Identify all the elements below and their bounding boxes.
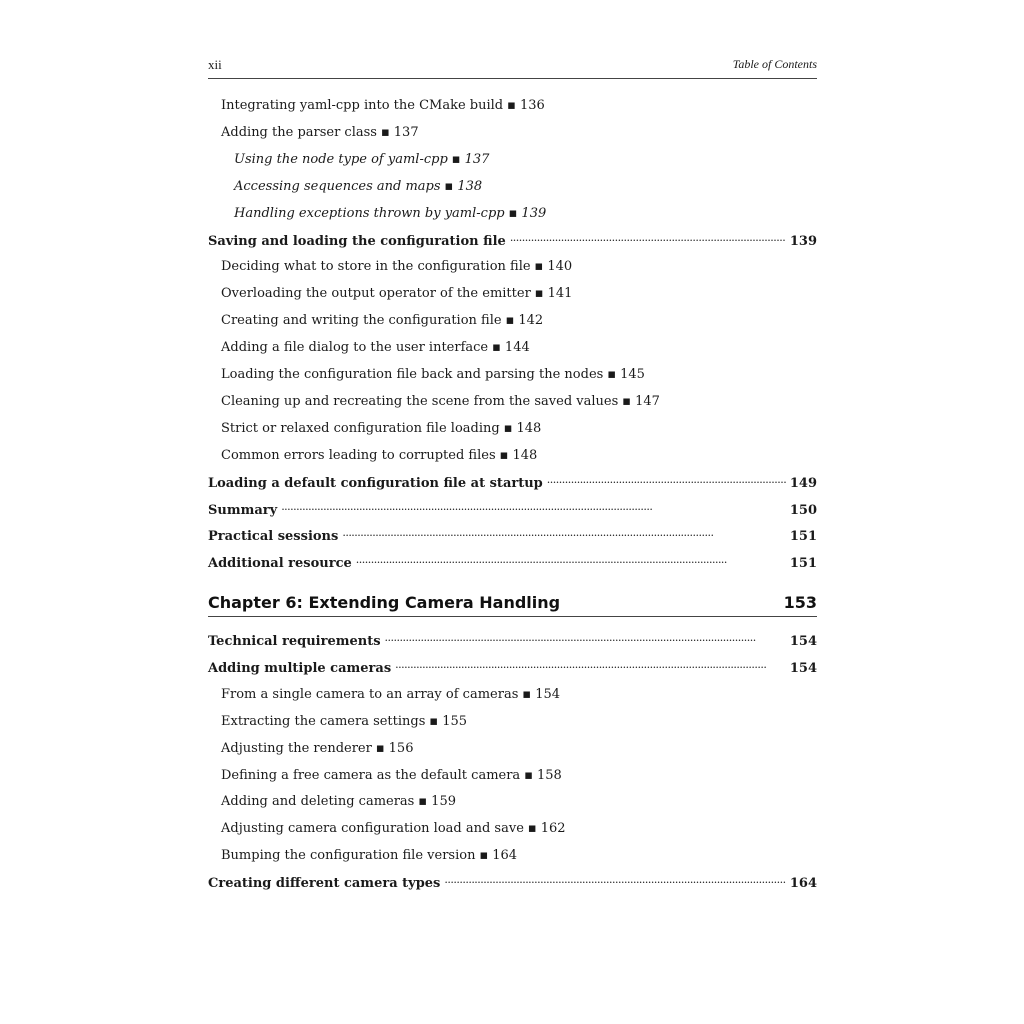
toc-entry-title: Loading a default configuration file at startup <box>208 475 543 491</box>
bullet-separator-icon: ▪ <box>444 178 454 194</box>
toc-subsection-entry[interactable] <box>221 365 817 385</box>
bullet-separator-icon: ▪ <box>534 286 544 302</box>
toc-entry-page: 156 <box>388 740 414 756</box>
toc-subsection-entry[interactable] <box>221 419 817 439</box>
toc-subsection-entry[interactable] <box>221 766 817 786</box>
page-number: xii <box>208 57 222 72</box>
toc-entry-page: 137 <box>393 124 419 140</box>
toc-section-entry[interactable] <box>208 231 817 251</box>
dot-leader <box>281 497 786 511</box>
dot-leader <box>385 628 786 642</box>
toc-entry-title: Additional resource <box>208 556 352 572</box>
toc-entry-title: Strict or relaxed configuration file loading <box>221 420 500 436</box>
toc-entry-title: Adding the parser class <box>221 124 377 140</box>
dot-leader <box>547 470 786 484</box>
toc-entry-title: Using the node type of yaml-cpp <box>234 151 448 167</box>
bullet-separator-icon: ▪ <box>622 393 632 409</box>
toc-subsection-entry[interactable] <box>221 446 817 466</box>
toc-subsection-entry[interactable] <box>221 284 817 304</box>
bullet-separator-icon: ▪ <box>503 420 513 436</box>
toc-section-entry[interactable] <box>208 526 817 546</box>
toc-entry-page: 147 <box>635 393 660 409</box>
bullet-separator-icon: ▪ <box>375 740 385 756</box>
chapter-heading <box>208 592 817 617</box>
toc-entry-page: 148 <box>516 420 542 436</box>
toc-entry-page: 139 <box>521 205 547 221</box>
toc-subsubsection-entry[interactable] <box>234 150 817 170</box>
bullet-separator-icon: ▪ <box>479 848 489 864</box>
bullet-separator-icon: ▪ <box>418 794 428 810</box>
toc-section-entry[interactable] <box>208 631 817 651</box>
toc-section-entry[interactable] <box>208 873 817 893</box>
toc-entry-page: 148 <box>512 447 538 463</box>
toc-entry-page: 159 <box>431 794 456 810</box>
toc-subsection-entry[interactable] <box>221 792 817 812</box>
dot-leader <box>342 523 786 537</box>
running-header-title: Table of Contents <box>732 57 817 71</box>
toc-entry-page: 141 <box>547 286 573 302</box>
toc-entry-title: Loading the configuration file back and parsing the nodes <box>221 367 604 382</box>
toc-entry-title: Extracting the camera settings <box>221 713 426 729</box>
bullet-separator-icon: ▪ <box>508 205 518 221</box>
toc-entry-page: 154 <box>789 660 817 676</box>
bullet-separator-icon: ▪ <box>429 713 439 729</box>
dot-leader <box>444 870 785 884</box>
toc-section-entry[interactable] <box>208 658 817 678</box>
toc-entry-title: Integrating yaml-cpp into the CMake build <box>221 98 504 113</box>
toc-subsection-entry[interactable] <box>221 257 817 277</box>
toc-subsubsection-entry[interactable] <box>234 204 817 224</box>
toc-subsection-entry[interactable] <box>221 392 817 412</box>
toc-entry-title: Adjusting the renderer <box>221 740 372 756</box>
toc-entry-page: 139 <box>789 233 817 249</box>
toc-entry-title: Adding multiple cameras <box>208 660 392 676</box>
bullet-separator-icon: ▪ <box>534 259 544 275</box>
dot-leader <box>395 655 786 669</box>
running-header <box>208 56 817 79</box>
toc-entry-title: Adjusting camera configuration load and save <box>221 821 524 837</box>
toc-subsection-entry[interactable] <box>221 123 817 143</box>
toc-entry-page: 154 <box>789 634 817 649</box>
toc-entry-title: Adding a file dialog to the user interface <box>221 340 489 356</box>
toc-subsection-entry[interactable] <box>221 712 817 732</box>
toc-entry-page: 149 <box>789 475 817 491</box>
toc-entry-page: 151 <box>789 529 817 545</box>
toc-subsubsection-entry[interactable] <box>234 177 817 197</box>
bullet-separator-icon: ▪ <box>505 313 515 329</box>
toc-entry-title: Summary <box>208 502 278 518</box>
toc-entry-title: Creating different camera types <box>208 876 441 892</box>
toc-entry-title: Defining a free camera as the default camera <box>221 767 521 783</box>
toc-entry-title: Creating and writing the configuration file <box>221 313 502 329</box>
toc-entry-page: 155 <box>442 713 468 729</box>
toc-entry-title: Technical requirements <box>208 634 381 649</box>
toc-entry-page: 164 <box>492 848 518 864</box>
bullet-separator-icon: ▪ <box>492 340 501 356</box>
toc-subsection-entry[interactable] <box>221 846 817 866</box>
toc-entry-page: 145 <box>620 367 645 382</box>
toc-entry-page: 142 <box>518 313 544 329</box>
bullet-separator-icon: ▪ <box>524 767 533 783</box>
toc-entry-title: Cleaning up and recreating the scene from the saved values <box>221 393 619 409</box>
toc-entry-title: Overloading the output operator of the emitter <box>221 286 531 302</box>
toc-entry-title: Handling exceptions thrown by yaml-cpp <box>234 205 505 221</box>
dot-leader <box>356 550 786 564</box>
dot-leader <box>510 228 786 242</box>
bullet-separator-icon: ▪ <box>527 821 537 837</box>
toc-entry-title: Deciding what to store in the configuration file <box>221 259 531 275</box>
toc-subsection-entry[interactable] <box>221 96 817 116</box>
toc-entry-title: Accessing sequences and maps <box>234 178 441 194</box>
toc-section-entry[interactable] <box>208 500 817 520</box>
toc-entry-title: Saving and loading the configuration file <box>208 233 506 249</box>
toc-subsection-entry[interactable] <box>221 311 817 331</box>
toc-entry-title: Adding and deleting cameras <box>221 794 415 810</box>
chapter-page: 153 <box>783 593 817 612</box>
toc-entry-title: Practical sessions <box>208 529 339 545</box>
bullet-separator-icon: ▪ <box>507 98 516 113</box>
toc-entry-title: From a single camera to an array of cameras <box>221 686 519 702</box>
bullet-separator-icon: ▪ <box>607 367 617 382</box>
toc-subsection-entry[interactable] <box>221 739 817 759</box>
toc-entry-page: 140 <box>547 259 573 275</box>
bullet-separator-icon: ▪ <box>499 447 509 463</box>
toc-entry-title: Bumping the configuration file version <box>221 848 476 864</box>
toc-entry-page: 150 <box>789 502 817 518</box>
toc-section-entry[interactable] <box>208 473 817 493</box>
toc-entry-page: 164 <box>789 876 817 892</box>
toc-entry-page: 144 <box>504 340 530 356</box>
bullet-separator-icon: ▪ <box>451 151 461 167</box>
bullet-separator-icon: ▪ <box>380 124 390 140</box>
toc-entry-page: 151 <box>789 556 817 572</box>
toc-entry-title: Common errors leading to corrupted files <box>221 447 496 463</box>
toc-entry-page: 136 <box>519 98 545 113</box>
toc-entry-page: 138 <box>457 178 483 194</box>
toc-entry-page: 158 <box>537 767 562 783</box>
toc-subsection-entry[interactable] <box>221 819 817 839</box>
toc-section-entry[interactable] <box>208 553 817 573</box>
toc-subsection-entry[interactable] <box>221 338 817 358</box>
toc-entry-page: 154 <box>535 686 561 702</box>
toc-subsection-entry[interactable] <box>221 685 817 705</box>
bullet-separator-icon: ▪ <box>522 686 532 702</box>
chapter-title: Chapter 6: Extending Camera Handling <box>208 593 561 612</box>
toc-entry-page: 162 <box>540 821 566 837</box>
toc-entry-page: 137 <box>464 151 490 167</box>
